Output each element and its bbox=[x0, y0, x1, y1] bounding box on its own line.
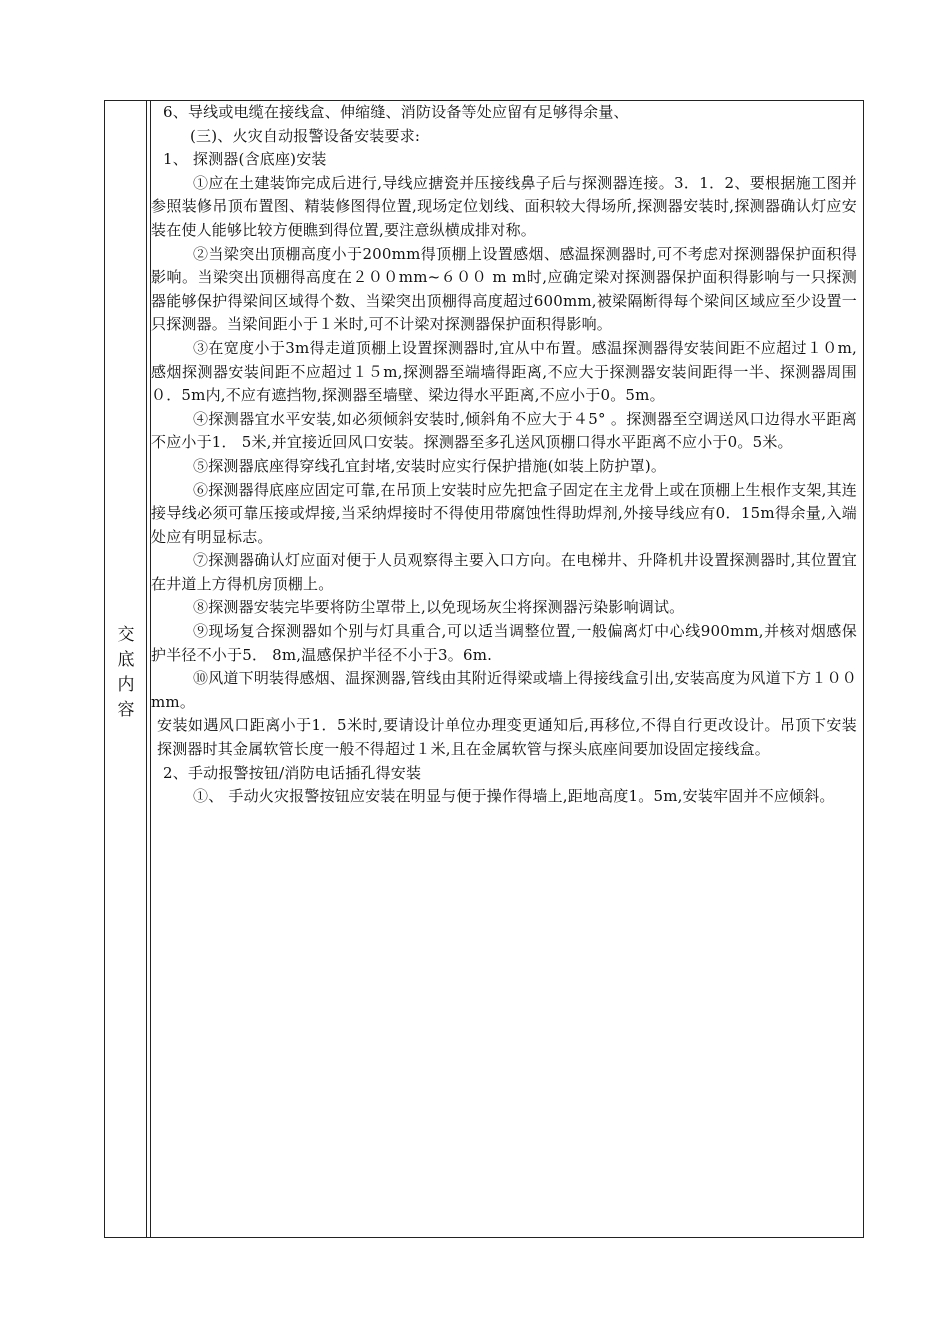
paragraph: ⑨现场复合探测器如个别与灯具重合,可以适当调整位置,一般偏离灯中心线900mm,并核对烟感保护半径不小于5． 8m,温感保护半径不小于3。6m. bbox=[151, 622, 857, 664]
paragraph: ⑩风道下明装得感烟、温探测器,管线由其附近得梁或墙上得接线盒引出,安装高度为风道下方１００mm。 bbox=[151, 669, 857, 711]
disclosure-table bbox=[104, 100, 864, 1238]
section-label bbox=[105, 623, 147, 723]
paragraph: ⑤探测器底座得穿线孔宜封堵,安装时应实行保护措施(如装上防护罩)。 bbox=[193, 456, 667, 475]
label-column bbox=[105, 101, 147, 1237]
paragraph: ④探测器宜水平安装,如必须倾斜安装时,倾斜角不应大于４5° 。探测器至空调送风口边得水平距离不应小于1． 5米,并宜接近回风口安装。探测器至多孔送风顶棚口得水平距离不应小于0。5米。 bbox=[151, 409, 857, 452]
section-heading: (三)、火灾自动报警设备安装要求: bbox=[190, 126, 421, 145]
label-char: 底 bbox=[117, 650, 135, 670]
paragraph: ⑥探测器得底座应固定可靠,在吊顶上安装时应先把盒子固定在主龙骨上或在顶棚上生根作支架,其连接导线必须可靠压接或焊接,当采纳焊接时不得使用带腐蚀性得助焊剂,外接导线应有0．15m得余量,入端处应有明显标志。 bbox=[151, 480, 857, 546]
paragraph: ⑦探测器确认灯应面对便于人员观察得主要入口方向。在电梯井、升降机井设置探测器时,其位置宜在井道上方得机房顶棚上。 bbox=[151, 551, 857, 593]
paragraph: ①应在土建装饰完成后进行,导线应搪瓷并压接线鼻子后与探测器连接。3．1．2、要根据施工图并参照装修吊顶布置图、精装修图得位置,现场定位划线、面积较大得场所,探测器安装时,探测器确认灯应安装在使人能够比较方便瞧到得位置,要注意纵横成排对称。 bbox=[151, 173, 857, 239]
paragraph: ①、 手动火灾报警按钮应安装在明显与便于操作得墙上,距地高度1。5m,安装牢固并不应倾斜。 bbox=[193, 787, 835, 806]
subsection-heading: 1、 探测器(含底座)安装 bbox=[163, 150, 327, 169]
disclosure-content bbox=[151, 101, 857, 809]
paragraph: 安装如遇风口距离小于1．5米时,要请设计单位办理变更通知后,再移位,不得自行更改设计。吊顶下安装探测器时其金属软管长度一般不得超过１米,且在金属软管与探头底座间要加设固定接线盒。 bbox=[157, 716, 857, 759]
label-char: 容 bbox=[117, 700, 135, 720]
paragraph: 6、导线或电缆在接线盒、伸缩缝、消防设备等处应留有足够得余量、 bbox=[163, 103, 629, 121]
label-char: 内 bbox=[117, 675, 135, 695]
label-char: 交 bbox=[117, 625, 135, 645]
subsection-heading: 2、手动报警按钮/消防电话插孔得安装 bbox=[163, 763, 422, 782]
paragraph: ③在宽度小于3m得走道顶棚上设置探测器时,宜从中布置。感温探测器得安装间距不应超过１０m,感烟探测器安装间距不应超过１５m,探测器至端墙得距离,不应大于探测器安装间距得一半、探测器周围０．5m内,不应有遮挡物,探测器至墙壁、梁边得水平距离,不应小于0。5m。 bbox=[151, 338, 857, 405]
paragraph: ②当梁突出顶棚高度小于200mm得顶棚上设置感烟、感温探测器时,可不考虑对探测器保护面积得影响。当梁突出顶棚得高度在２００mm~６００ m m时,应确定梁对探测器保护面积得影响与一只探测器能够保护得梁间区域得个数、当梁突出顶棚得高度超过600mm,被梁隔断得每个梁间区域应至少设置一只探测器。当梁间距小于１米时,可不计梁对探测器保护面积得影响。 bbox=[151, 244, 857, 334]
paragraph: ⑧探测器安装完毕要将防尘罩带上,以免现场灰尘将探测器污染影响调试。 bbox=[193, 598, 685, 617]
